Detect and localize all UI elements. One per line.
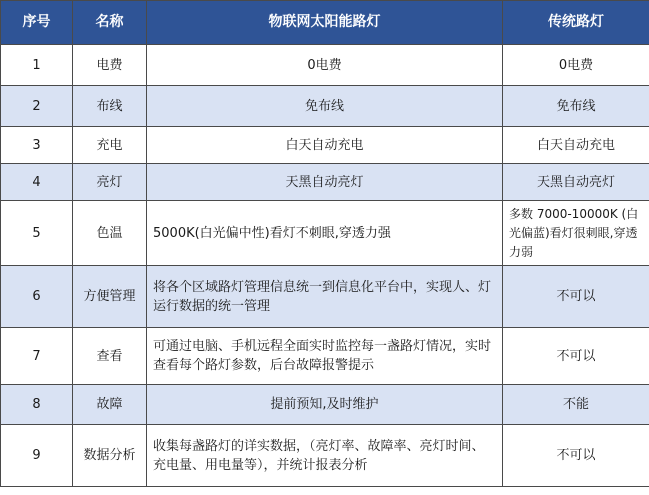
cell-no: 6	[1, 266, 73, 328]
cell-name: 电费	[73, 45, 147, 86]
cell-no: 3	[1, 127, 73, 164]
cell-trad: 不可以	[503, 266, 649, 328]
cell-name: 亮灯	[73, 164, 147, 201]
cell-name: 查看	[73, 328, 147, 385]
cell-name: 数据分析	[73, 425, 147, 487]
table-row	[1, 127, 649, 164]
cell-name: 方便管理	[73, 266, 147, 328]
header-row	[1, 1, 649, 45]
header-name: 名称	[73, 1, 147, 45]
cell-no: 5	[1, 201, 73, 266]
header-iot-streetlight: 物联网太阳能路灯	[147, 1, 503, 45]
cell-trad: 免布线	[503, 86, 649, 127]
header-no: 序号	[1, 1, 73, 45]
cell-name: 故障	[73, 385, 147, 425]
cell-iot: 0电费	[147, 45, 503, 86]
cell-iot: 收集每盏路灯的详实数据，（亮灯率、故障率、亮灯时间、充电量、用电量等），并统计报表分析	[147, 425, 503, 487]
cell-no: 1	[1, 45, 73, 86]
table-row	[1, 425, 649, 487]
header-traditional-streetlight: 传统路灯	[503, 1, 649, 45]
cell-iot: 免布线	[147, 86, 503, 127]
cell-trad: 不能	[503, 385, 649, 425]
cell-no: 8	[1, 385, 73, 425]
cell-no: 2	[1, 86, 73, 127]
cell-trad: 多数 7000-10000K (白光偏蓝)看灯很刺眼,穿透力弱	[503, 201, 649, 266]
table-row	[1, 201, 649, 266]
cell-trad: 不可以	[503, 425, 649, 487]
cell-trad: 天黑自动亮灯	[503, 164, 649, 201]
cell-name: 布线	[73, 86, 147, 127]
cell-no: 4	[1, 164, 73, 201]
cell-iot: 提前预知,及时维护	[147, 385, 503, 425]
cell-iot: 可通过电脑、手机远程全面实时监控每一盏路灯情况，实时查看每个路灯参数，后台故障报警提示	[147, 328, 503, 385]
table-row	[1, 266, 649, 328]
cell-trad: 不可以	[503, 328, 649, 385]
cell-trad: 0电费	[503, 45, 649, 86]
cell-trad: 白天自动充电	[503, 127, 649, 164]
table-row	[1, 164, 649, 201]
table-row	[1, 385, 649, 425]
table-row	[1, 328, 649, 385]
cell-iot: 将各个区域路灯管理信息统一到信息化平台中，实现人、灯运行数据的统一管理	[147, 266, 503, 328]
table-row	[1, 86, 649, 127]
cell-name: 充电	[73, 127, 147, 164]
table-row	[1, 45, 649, 86]
cell-iot: 白天自动充电	[147, 127, 503, 164]
cell-no: 9	[1, 425, 73, 487]
cell-name: 色温	[73, 201, 147, 266]
cell-iot: 天黑自动亮灯	[147, 164, 503, 201]
cell-no: 7	[1, 328, 73, 385]
cell-iot: 5000K(白光偏中性)看灯不刺眼,穿透力强	[147, 201, 503, 266]
